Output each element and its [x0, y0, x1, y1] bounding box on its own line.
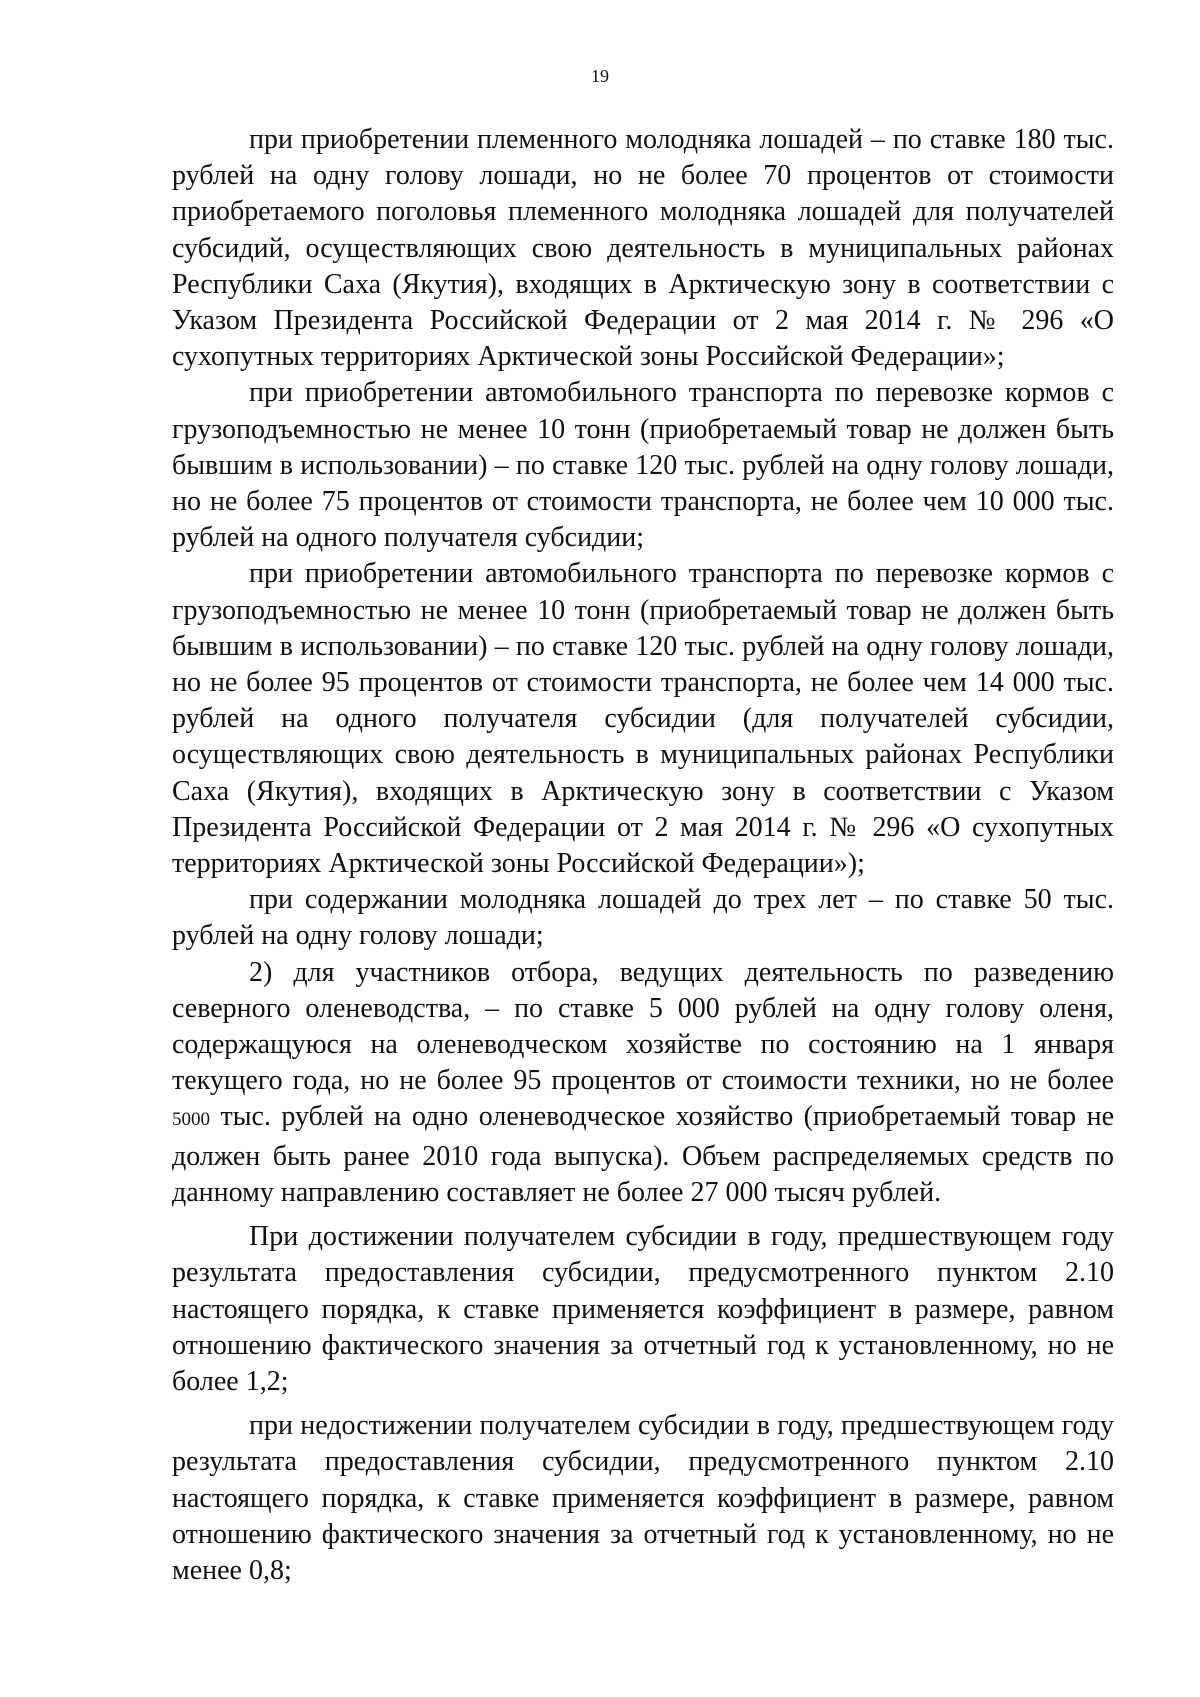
item-2-small-number: 5000: [172, 1109, 210, 1131]
paragraph-horse-youngstock-arctic: при приобретении племенного молодняка лошадей – по ставке 180 тыс. рублей на одну голову лошади, но не более 70 процентов от стоимости приобретаемого поголовья племенного молодняка лошадей для получателей субсидий, осуществляющих свою деятельность в муниципальных районах Республики Саха (Якутия), входящих в Арктическую зону в соответствии с Указом Президента Российской Федерации от 2 мая 2014 г. № 296 «О сухопутных территориях Арктической зоны Российской Федерации»;: [172, 124, 1114, 373]
paragraph-feed-transport-75: при приобретении автомобильного транспорта по перевозке кормов с грузоподъемностью не менее 10 тонн (приобретаемый товар не должен быть бывшим в использовании) – по ставке 120 тыс. рублей на одну голову лошади, но не более 75 процентов от стоимости транспорта, не более чем 10 000 тыс. рублей на одного получателя субсидии;: [172, 377, 1114, 554]
document-body: [172, 122, 1114, 1589]
item-2-text-start: 2) для участников отбора, ведущих деятельность по разведению северного оленеводства, – по ставке 5 000 рублей на одну голову оленя, содержащуюся на оленеводческом хозяйстве по состоянию на 1 января текущего года, но не более 95 процентов от стоимости техники, но не более: [172, 956, 1114, 1097]
item-2-text-end: тыс. рублей на одно оленеводческое хозяйство (приобретаемый товар не должен быть ранее 2010 года выпуска). Объем распределяемых средств по данному направлению составляет не более 27 000 тысяч рублей.: [172, 1101, 1115, 1208]
paragraph-youngstock-maintenance: при содержании молодняка лошадей до трех лет – по ставке 50 тыс. рублей на одну голову лошади;: [172, 884, 1114, 952]
paragraph-coefficient-achieved: При достижении получателем субсидии в году, предшествующем году результата предоставления субсидии, предусмотренного пунктом 2.10 настоящего порядка, к ставке применяется коэффициент в размере, равном отношению фактического значения за отчетный год к установленному, но не более 1,2;: [172, 1221, 1114, 1397]
paragraph-feed-transport-95-arctic: при приобретении автомобильного транспорта по перевозке кормов с грузоподъемностью не менее 10 тонн (приобретаемый товар не должен быть бывшим в использовании) – по ставке 120 тыс. рублей на одну голову лошади, но не более 95 процентов от стоимости транспорта, не более чем 14 000 тыс. рублей на одного получателя субсидии (для получателей субсидии, осуществляющих свою деятельность в муниципальных районах Республики Саха (Якутия), входящих в Арктическую зону в соответствии с Указом Президента Российской Федерации от 2 мая 2014 г. № 296 «О сухопутных территориях Арктической зоны Российской Федерации»);: [172, 558, 1114, 880]
paragraph-coefficient-not-achieved: при недостижении получателем субсидии в году, предшествующем году результата предоставления субсидии, предусмотренного пунктом 2.10 настоящего порядка, к ставке применяется коэффициент в размере, равном отношению фактического значения за отчетный год к установленному, но не менее 0,8;: [172, 1410, 1114, 1586]
paragraph-item-2-reindeer: [172, 955, 1114, 1211]
page-number: 19: [591, 66, 609, 86]
